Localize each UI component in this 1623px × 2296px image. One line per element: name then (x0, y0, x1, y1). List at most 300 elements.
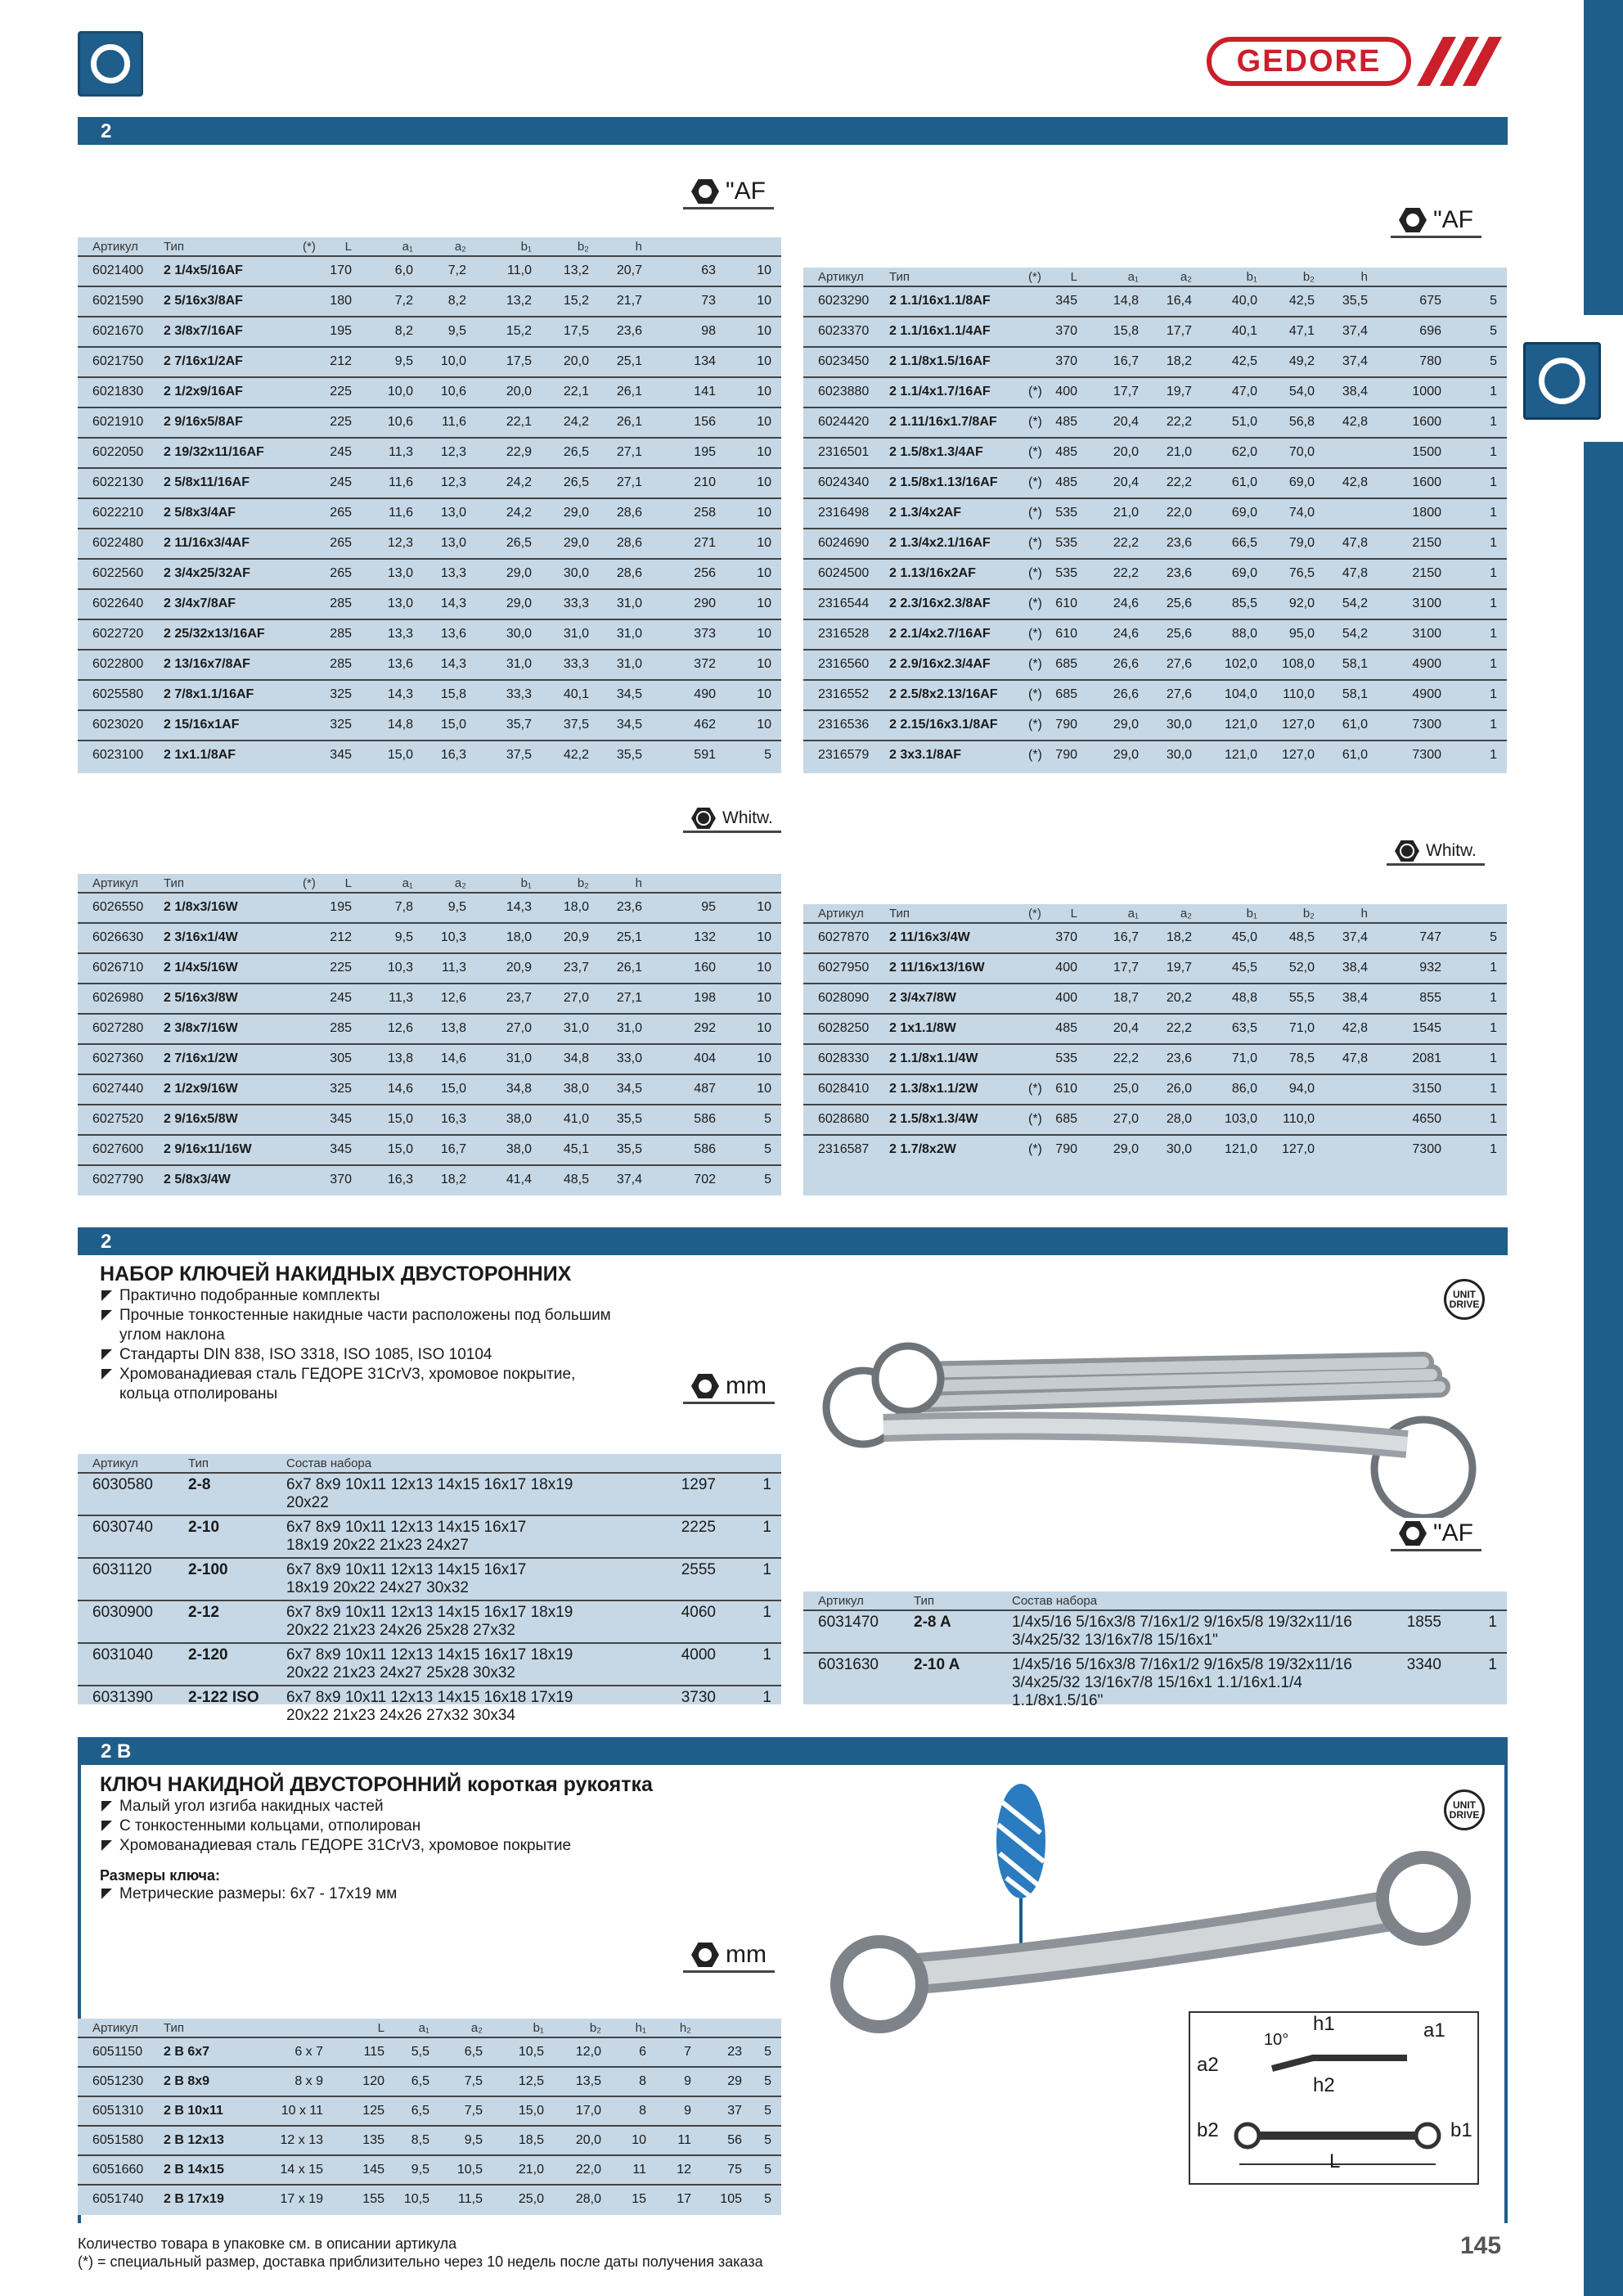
table-cell: 13,5 (575, 2074, 601, 2088)
hex-nut-icon (691, 1943, 719, 1967)
header-cell: a₁ (1127, 270, 1139, 284)
table-cell: 20,4 (1113, 475, 1139, 489)
table-cell: 790 (1055, 1142, 1077, 1156)
table-cell: 3/4x25/32 13/16x7/8 15/16x1" (1012, 1632, 1218, 1649)
table-cell: 56,8 (1288, 415, 1315, 429)
table-row (78, 709, 781, 740)
table-cell: 10 (757, 597, 771, 610)
table-cell: 10,5 (456, 2163, 483, 2177)
table-cell: 1 (1490, 627, 1497, 641)
table-row (803, 588, 1507, 619)
table-cell: 58,1 (1342, 657, 1368, 671)
table-cell: 27,1 (616, 991, 642, 1005)
table-cell: 6028330 (818, 1051, 870, 1065)
table-cell: 6023370 (818, 324, 870, 338)
table-cell: 2 1.5/8x1.3/4AF (889, 445, 983, 459)
table-cell: 2-122 ISO (188, 1689, 259, 1706)
table-cell: 23,7 (563, 961, 589, 975)
header-cell: b₂ (577, 876, 589, 890)
table-cell: 70,0 (1288, 445, 1315, 459)
table-cell: 76,5 (1288, 566, 1315, 580)
table-cell: 2 19/32x11/16AF (164, 445, 264, 459)
table-cell: 33,3 (563, 657, 589, 671)
header-cell: (*) (1028, 270, 1041, 284)
table-row (78, 619, 781, 649)
table-row (78, 528, 781, 558)
table-cell: 21,7 (616, 294, 642, 308)
table-cell: 29,0 (506, 597, 532, 610)
table-cell: 15,0 (440, 1082, 466, 1096)
table-cell: 2 1.5/8x1.13/16AF (889, 475, 998, 489)
table-cell: 10 (757, 930, 771, 944)
table-cell: 2 13/16x7/8AF (164, 657, 250, 671)
af-badge-right (1391, 205, 1481, 238)
header-cell: L (1070, 907, 1077, 921)
table-cell: 5 (764, 2192, 771, 2206)
table-cell: 34,5 (616, 718, 642, 732)
label-h2: h2 (1313, 2074, 1335, 2096)
table-cell: 26,5 (563, 475, 589, 489)
unit-drive-icon-2: UNIT DRIVE (1444, 1790, 1485, 1830)
table-cell: 2316560 (818, 657, 870, 671)
table-cell: 98 (701, 324, 716, 338)
table-row (78, 2154, 781, 2184)
table-cell: 1 (762, 1646, 771, 1663)
table-header (78, 2019, 781, 2037)
table-cell: 6027520 (92, 1112, 144, 1126)
table-row (803, 528, 1507, 558)
table-cell: 13,0 (387, 566, 413, 580)
table-cell: 535 (1055, 566, 1077, 580)
table-cell: 5 (764, 2133, 771, 2147)
table-cell: 22,2 (1166, 475, 1192, 489)
table-row (78, 255, 781, 286)
table-cell: (*) (1028, 748, 1042, 762)
table-cell: 245 (330, 991, 352, 1005)
table-whitw-left (78, 874, 781, 1195)
table-cell: 225 (330, 385, 352, 398)
table-cell: 10 (757, 536, 771, 550)
set-row (78, 1685, 781, 1727)
table-cell: 95 (701, 900, 716, 914)
table-cell: 42,5 (1231, 354, 1257, 368)
table-cell: 31,0 (616, 597, 642, 610)
table-cell: 11,3 (389, 991, 413, 1005)
table-cell: 1 (1490, 1112, 1497, 1126)
table-cell: 115 (363, 2045, 384, 2059)
header-cell: Артикул (92, 240, 138, 254)
label-a1: a1 (1423, 2019, 1445, 2042)
header-cell: (*) (1028, 907, 1041, 921)
table-header (803, 904, 1507, 922)
table-cell: 2316552 (818, 687, 870, 701)
table-cell: 38,0 (506, 1142, 532, 1156)
table-cell: 1 (1488, 1614, 1497, 1631)
table-header (803, 1591, 1507, 1609)
table-cell: 10,3 (440, 930, 466, 944)
table-cell: 9,5 (464, 2133, 483, 2147)
table-cell: 1 (762, 1604, 771, 1621)
table-cell: (*) (1028, 385, 1042, 398)
table-cell: 61,0 (1342, 748, 1368, 762)
header-cell: a₁ (402, 240, 413, 254)
table-cell: 10,5 (518, 2045, 544, 2059)
table-cell: 27,6 (1166, 687, 1192, 701)
table-cell: 198 (694, 991, 716, 1005)
table-cell: 5 (764, 1173, 771, 1186)
table-cell: 6023020 (92, 718, 144, 732)
table-cell: 2316544 (818, 597, 870, 610)
bullet: Прочные тонкостенные накидные части расположены под большим углом наклона (100, 1306, 623, 1345)
table-header (78, 874, 781, 892)
table-cell: 27,1 (616, 475, 642, 489)
table-cell: 7,5 (464, 2074, 483, 2088)
table-cell: 6x7 8x9 10x11 12x13 14x15 16x17 18x19 (286, 1646, 573, 1663)
table-cell: 10 (757, 991, 771, 1005)
table-cell: 25,6 (1166, 597, 1192, 610)
bullet: Малый угол изгиба накидных частей (100, 1797, 672, 1817)
whitw-badge-right (1387, 839, 1485, 866)
table-cell: 290 (694, 597, 716, 610)
table-cell: 20x22 21x23 24x27 25x28 30x32 (286, 1664, 515, 1681)
table-row (803, 649, 1507, 679)
header-cell: Состав набора (1012, 1594, 1098, 1608)
table-cell: 10 (632, 2133, 646, 2147)
table-cell: 4900 (1412, 657, 1441, 671)
table-cell: 7,5 (464, 2104, 483, 2118)
header-cell: b₂ (589, 2021, 601, 2035)
table-cell: 45,1 (563, 1142, 589, 1156)
table-cell: 18,5 (518, 2133, 544, 2147)
table-cell: 29,0 (1113, 718, 1139, 732)
table-cell: 6027950 (818, 961, 870, 975)
table-row (803, 1043, 1507, 1074)
hex-nut-icon (691, 1374, 719, 1398)
table-cell: 400 (1055, 385, 1077, 398)
table-cell: 258 (694, 506, 716, 520)
header-cell: L (377, 2021, 384, 2035)
table-cell: 20x22 21x23 24x26 27x32 30x34 (286, 1707, 515, 1724)
table-cell: 2 1/4x5/16W (164, 961, 238, 975)
table-row (78, 346, 781, 376)
table-cell: 10,6 (440, 385, 466, 398)
table-cell: 18x19 20x22 24x27 30x32 (286, 1579, 469, 1596)
table-cell: 490 (694, 687, 716, 701)
table-cell: 6021910 (92, 415, 144, 429)
table-cell: 23,6 (1166, 536, 1192, 550)
table-cell: 17,7 (1113, 385, 1139, 398)
table-cell: 21,0 (1166, 445, 1192, 459)
table-cell: 6 x 7 (294, 2045, 323, 2059)
table-cell: 2 2.1/4x2.7/16AF (889, 627, 991, 641)
table-cell: 1 (1488, 1656, 1497, 1673)
table-cell: 26,5 (506, 536, 532, 550)
table-row (78, 376, 781, 407)
table-cell: 195 (694, 445, 716, 459)
table-cell: 18x19 20x22 21x23 24x27 (286, 1537, 469, 1554)
short-title: КЛЮЧ НАКИДНОЙ ДВУСТОРОННИЙ короткая рукоятка (100, 1773, 653, 1796)
table-cell: 2 B 14x15 (164, 2163, 224, 2177)
table-cell: 11 (632, 2163, 646, 2177)
table-cell: 40,1 (563, 687, 589, 701)
table-cell: 26,1 (616, 385, 642, 398)
table-cell: 19,7 (1166, 385, 1192, 398)
table-cell: 7,8 (394, 900, 413, 914)
table-cell: 685 (1055, 1112, 1077, 1126)
table-cell: 37,4 (1342, 354, 1368, 368)
table-cell: 29,0 (1113, 1142, 1139, 1156)
table-cell: 33,3 (563, 597, 589, 610)
table-cell: 45,0 (1231, 930, 1257, 944)
table-cell: 34,8 (563, 1051, 589, 1065)
table-cell: 23,6 (1166, 566, 1192, 580)
table-cell: 37,4 (1342, 324, 1368, 338)
table-cell: 30,0 (1166, 1142, 1192, 1156)
header-cell: a₁ (1127, 907, 1139, 921)
table-cell: 292 (694, 1021, 716, 1035)
table-cell: 47,8 (1342, 1051, 1368, 1065)
table-cell: 34,5 (616, 1082, 642, 1096)
table-cell: 265 (330, 506, 352, 520)
header-cell: Артикул (818, 907, 864, 921)
table-cell: 586 (694, 1142, 716, 1156)
table-cell: 10,0 (440, 354, 466, 368)
table-row (78, 2066, 781, 2096)
table-cell: 16,7 (440, 1142, 466, 1156)
table-row (803, 1134, 1507, 1164)
table-cell: 42,2 (563, 748, 589, 762)
table-cell: 13,6 (387, 657, 413, 671)
set-row (78, 1642, 781, 1685)
table-cell: 63 (701, 263, 716, 277)
table-cell: 6031630 (818, 1656, 879, 1673)
table-cell: 54,2 (1342, 627, 1368, 641)
table-cell: 102,0 (1224, 657, 1257, 671)
table-cell: (*) (1028, 1082, 1042, 1096)
table-cell: 31,0 (506, 1051, 532, 1065)
table-cell: 40,1 (1231, 324, 1257, 338)
header-cell: b₁ (533, 2021, 544, 2035)
table-af-left (78, 237, 781, 773)
table-cell: 12 (677, 2163, 691, 2177)
table-cell: 155 (362, 2192, 384, 2206)
table-cell: 92,0 (1288, 597, 1315, 610)
header-cell: Тип (889, 270, 910, 284)
header-cell: b₂ (1302, 270, 1315, 284)
table-cell: 17,0 (575, 2104, 601, 2118)
table-row (803, 1013, 1507, 1043)
table-cell: 31,0 (506, 657, 532, 671)
unit-drive-icon: UNIT DRIVE (1444, 1279, 1485, 1320)
table-cell: 2 1.11/16x1.7/8AF (889, 415, 997, 429)
table-cell: 370 (330, 1173, 352, 1186)
section-bar: 2 (78, 117, 1508, 145)
table-cell: 2 B 12x13 (164, 2133, 224, 2147)
table-cell: 26,5 (563, 445, 589, 459)
table-cell: 487 (694, 1082, 716, 1096)
table-cell: 1 (1490, 1142, 1497, 1156)
table-cell: 132 (694, 930, 716, 944)
table-cell: 6023290 (818, 294, 870, 308)
table-cell: 2 1x1.1/8AF (164, 748, 236, 762)
table-cell: 1 (1490, 1021, 1497, 1035)
table-cell: 31,0 (563, 627, 589, 641)
table-cell: 18,2 (1166, 354, 1192, 368)
table-cell: 2-8 (188, 1476, 211, 1493)
table-cell: 2 1x1.1/8W (889, 1021, 956, 1035)
table-cell: 13,3 (387, 627, 413, 641)
table-cell: 2225 (681, 1519, 716, 1536)
table-cell: 225 (330, 415, 352, 429)
table-cell: 400 (1055, 991, 1077, 1005)
table-cell: 18,2 (1166, 930, 1192, 944)
table-cell: 145 (362, 2163, 384, 2177)
table-cell: 16,3 (440, 1112, 466, 1126)
table-cell: 2316528 (818, 627, 870, 641)
table-cell: 37,4 (616, 1173, 642, 1186)
table-cell: 2 7/16x1/2W (164, 1051, 238, 1065)
table-cell: 6051660 (92, 2163, 144, 2177)
footer-note-1: Количество товара в упаковке см. в описании артикула (78, 2235, 457, 2252)
mm-badge (683, 1371, 775, 1404)
table-cell: 2555 (681, 1561, 716, 1578)
table-cell: 610 (1055, 627, 1077, 641)
table-cell: 13,8 (387, 1051, 413, 1065)
table-cell: 9,5 (447, 900, 466, 914)
table-cell: 6027280 (92, 1021, 144, 1035)
table-cell: 20,9 (563, 930, 589, 944)
table-cell: 11,3 (389, 445, 413, 459)
table-cell: 30,0 (563, 566, 589, 580)
table-cell: 27,0 (563, 991, 589, 1005)
table-cell: (*) (1028, 1142, 1042, 1156)
section-bar-3: 2 B (78, 1737, 1508, 1765)
table-cell: 61,0 (1231, 475, 1257, 489)
table-cell: 42,8 (1342, 415, 1368, 429)
table-cell: 13,8 (440, 1021, 466, 1035)
table-cell: 6023450 (818, 354, 870, 368)
table-cell: 325 (330, 687, 352, 701)
table-cell: 345 (330, 1112, 352, 1126)
table-cell: 6x7 8x9 10x11 12x13 14x15 16x17 (286, 1561, 527, 1578)
header-cell: Артикул (818, 270, 864, 284)
table-cell: 325 (330, 718, 352, 732)
table-row (803, 467, 1507, 497)
table-cell: 14,3 (387, 687, 413, 701)
table-cell: 6051230 (92, 2074, 144, 2088)
table-cell: (*) (1028, 445, 1042, 459)
table-cell: 12,3 (440, 445, 466, 459)
label-L: L (1329, 2150, 1341, 2172)
badge-text: Whitw. (1426, 841, 1477, 860)
table-cell: 265 (330, 536, 352, 550)
table-cell: 156 (694, 415, 716, 429)
table-cell: 225 (330, 961, 352, 975)
table-cell: 6030580 (92, 1476, 153, 1493)
table-cell: (*) (1028, 566, 1042, 580)
table-cell: 20,2 (1166, 991, 1192, 1005)
table-cell: 10 (757, 415, 771, 429)
set-row (78, 1600, 781, 1642)
table-cell: 9,5 (411, 2163, 429, 2177)
table-cell: 24,6 (1113, 597, 1139, 610)
whitw-badge (683, 806, 781, 833)
table-cell: 54,0 (1288, 385, 1315, 398)
table-cell: 256 (694, 566, 716, 580)
table-cell: 6x7 8x9 10x11 12x13 14x15 16x17 18x19 (286, 1604, 573, 1621)
header-cell: h₁ (635, 2021, 646, 2035)
table-cell: 10 (757, 324, 771, 338)
table-cell: 790 (1055, 718, 1077, 732)
table-cell: 1500 (1412, 445, 1441, 459)
table-cell: 22,2 (1113, 566, 1139, 580)
table-cell: 6021830 (92, 385, 144, 398)
badge-text: Whitw. (722, 808, 773, 827)
bullet: Метрические размеры: 6x7 - 17x19 мм (100, 1884, 672, 1904)
table-cell: 110,0 (1283, 687, 1315, 701)
table-cell: 2-10 A (914, 1656, 960, 1673)
table-cell: 1 (1490, 748, 1497, 762)
table-cell: 51,0 (1231, 415, 1257, 429)
table-cell: 10 (757, 961, 771, 975)
table-cell: 73 (701, 294, 716, 308)
table-cell: 2 1/8x3/16W (164, 900, 238, 914)
table-cell: 685 (1055, 657, 1077, 671)
table-cell: 6028250 (818, 1021, 870, 1035)
table-cell: 6021400 (92, 263, 144, 277)
table-cell: 160 (694, 961, 716, 975)
table-cell: 135 (362, 2133, 384, 2147)
table-cell: 121,0 (1224, 748, 1257, 762)
table-cell: 6027870 (818, 930, 870, 944)
header-cell: b₂ (577, 240, 589, 254)
table-cell: 35,7 (506, 718, 532, 732)
dimension-diagram (1189, 2011, 1479, 2185)
table-cell: 12,6 (440, 991, 466, 1005)
table-cell: 6031040 (92, 1646, 153, 1663)
table-cell: 3100 (1412, 627, 1441, 641)
table-cell: 6051580 (92, 2133, 144, 2147)
table-row (78, 983, 781, 1013)
table-cell: 108,0 (1281, 657, 1315, 671)
table-cell: 14,3 (440, 597, 466, 610)
table-cell: 5 (764, 748, 771, 762)
table-cell: 2 3/8x7/16W (164, 1021, 238, 1035)
table-cell: 2 1.5/8x1.3/4W (889, 1112, 978, 1126)
table-cell: 5 (764, 2163, 771, 2177)
table-cell: 6028090 (818, 991, 870, 1005)
table-cell: 8 x 9 (294, 2074, 323, 2088)
table-cell: 42,5 (1288, 294, 1315, 308)
table-cell: 6028410 (818, 1082, 870, 1096)
table-cell: 49,2 (1288, 354, 1315, 368)
table-cell: 3100 (1412, 597, 1441, 610)
table-cell: 20,0 (563, 354, 589, 368)
table-cell: 1 (1490, 1082, 1497, 1096)
header-cell: b₂ (1302, 907, 1315, 921)
table-cell: 29 (727, 2074, 742, 2088)
header-cell: Артикул (92, 1456, 138, 1470)
set-row (78, 1515, 781, 1557)
table-cell: 20,0 (506, 385, 532, 398)
table-cell: 7 (684, 2045, 691, 2059)
table-cell: 6,5 (464, 2045, 483, 2059)
table-cell: 2 2.5/8x2.13/16AF (889, 687, 998, 701)
af-badge (683, 176, 774, 209)
table-cell: 10 (757, 354, 771, 368)
table-cell: 2-8 A (914, 1614, 951, 1631)
table-cell: 2 9/16x5/8AF (164, 415, 243, 429)
